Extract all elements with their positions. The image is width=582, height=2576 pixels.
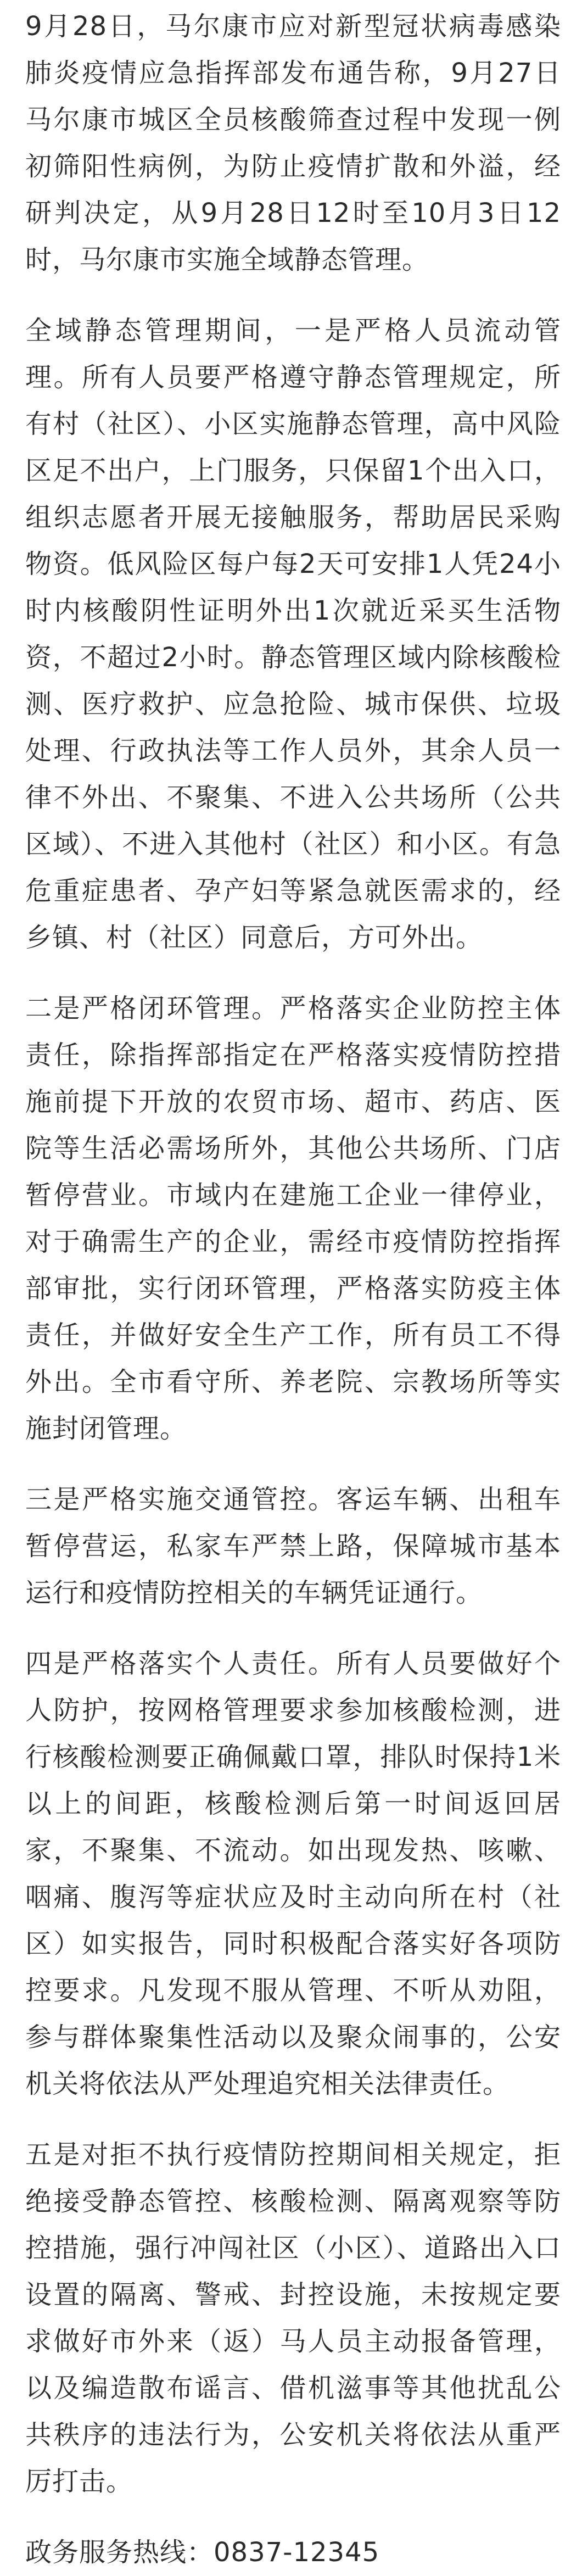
paragraph-personal-responsibility: 四是严格落实个人责任。所有人员要做好个人防护，按网格管理要求参加核酸检测，进行核酸检测要正确佩戴口罩，排队时保持1米以上的间距，核酸检测后第一时间返回居家，不聚集、不流动。如出现发热、咳嗽、咽痛、腹泻等症状应及时主动向所在村（社区）如实报告，同时积极配合落实好各项防控要求。凡发现不服从管理、不听从劝阻，参与群体聚集性活动以及聚众闹事的，公安机关将依法从严处理追究相关法律责任。 xyxy=(25,1648,561,2099)
paragraph-announcement: 9月28日，马尔康市应对新型冠状病毒感染肺炎疫情应急指挥部发布通告称，9月27日马尔康市城区全员核酸筛查过程中发现一例初筛阳性病例，为防止疫情扩散和外溢，经研判决定，从9月28日12时至10月3日12时，马尔康市实施全域静态管理。 xyxy=(25,11,561,275)
paragraph-enforcement: 五是对拒不执行疫情防控期间相关规定，拒绝接受静态管控、核酸检测、隔离观察等防控措施，强行冲闯社区（小区）、道路出入口设置的隔离、警戒、封控设施，未按规定要求做好市外来（返）马人员主动报备管理，以及编造散布谣言、借机滋事等其他扰乱公共秩序的违法行为，公安机关将依法从重严厉打击。 xyxy=(25,2139,561,2497)
paragraph-traffic-control: 三是严格实施交通管控。客运车辆、出租车暂停营运，私家车严禁上路，保障城市基本运行和疫情防控相关的车辆凭证通行。 xyxy=(25,1484,561,1608)
paragraph-closed-loop: 二是严格闭环管理。严格落实企业防控主体责任，除指挥部指定在严格落实疫情防控措施前提下开放的农贸市场、超市、药店、医院等生活必需场所外，其他公共场所、门店暂停营业。市域内在建施工企业一律停业，对于确需生产的企业，需经市疫情防控指挥部审批，实行闭环管理，严格落实防疫主体责任，并做好安全生产工作，所有员工不得外出。全市看守所、养老院、宗教场所等实施封闭管理。 xyxy=(25,993,561,1444)
hotline-text: 政务服务热线：0837-12345 xyxy=(25,2537,380,2568)
paragraph-personnel-control: 全域静态管理期间，一是严格人员流动管理。所有人员要严格遵守静态管理规定，所有村（社区）、小区实施静态管理，高中风险区足不出户，上门服务，只保留1个出入口，组织志愿者开展无接触服务，帮助居民采购物资。低风险区每户每2天可安排1人凭24小时内核酸阴性证明外出1次就近采买生活物资，不超过2小时。静态管理区域内除核酸检测、医疗救护、应急抢险、城市保供、垃圾处理、行政执法等工作人员外，其余人员一律不外出、不聚集、不进入公共场所（公共区域）、不进入其他村（社区）和小区。有急危重症患者、孕产妇等紧急就医需求的，经乡镇、村（社区）同意后，方可外出。 xyxy=(25,315,561,953)
